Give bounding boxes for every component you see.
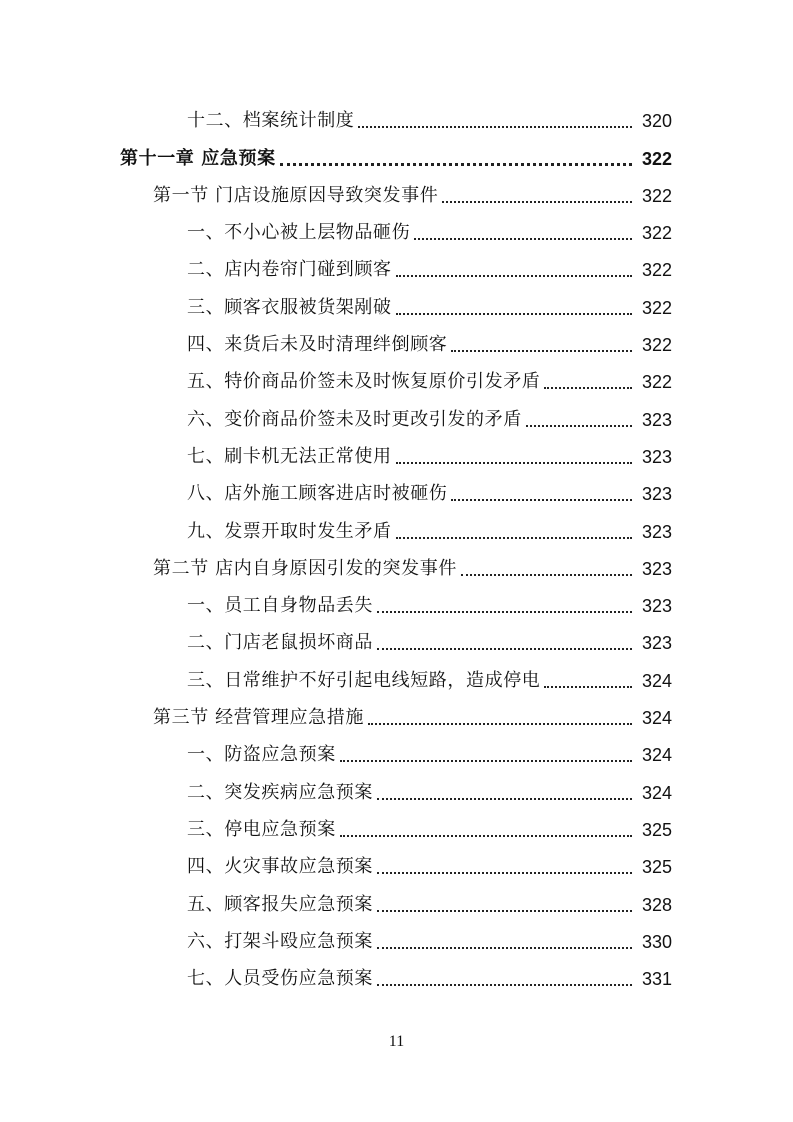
toc-leader-dots xyxy=(526,424,632,427)
toc-entry-title: 六、变价商品价签未及时更改引发的矛盾 xyxy=(187,408,522,430)
toc-entry-page: 325 xyxy=(641,819,672,840)
toc-entry[interactable] xyxy=(0,325,793,362)
toc-leader-dots xyxy=(377,983,632,986)
toc-entry[interactable] xyxy=(0,884,793,921)
toc-entry[interactable] xyxy=(0,660,793,697)
toc-entry-page: 324 xyxy=(641,745,672,766)
toc-entry-page: 322 xyxy=(641,297,672,318)
toc-entry-page: 324 xyxy=(641,708,672,729)
toc-entry-page: 324 xyxy=(641,670,672,691)
toc-leader-dots xyxy=(396,312,632,315)
toc-leader-dots xyxy=(396,274,632,277)
toc-entry[interactable] xyxy=(0,586,793,623)
toc-leader-dots xyxy=(368,722,632,725)
toc-entry-title: 六、打架斗殴应急预案 xyxy=(187,930,373,952)
toc-entry[interactable] xyxy=(0,287,793,324)
toc-entry-page: 323 xyxy=(641,596,672,617)
toc-entry-page: 323 xyxy=(641,633,672,654)
toc-leader-dots xyxy=(396,461,632,464)
toc-entry[interactable] xyxy=(0,250,793,287)
toc-entry[interactable] xyxy=(0,959,793,996)
toc-entry-page: 323 xyxy=(641,446,672,467)
toc-entry-page: 323 xyxy=(641,484,672,505)
toc-section-entry[interactable] xyxy=(0,698,793,735)
toc-entry-page: 322 xyxy=(641,148,672,169)
toc-leader-dots xyxy=(377,871,632,874)
toc-leader-dots xyxy=(377,797,632,800)
toc-leader-dots xyxy=(340,759,632,762)
toc-entry[interactable] xyxy=(0,735,793,772)
toc-entry-title: 五、特价商品价签未及时恢复原价引发矛盾 xyxy=(187,371,541,393)
toc-entry-title: 四、来货后未及时清理绊倒顾客 xyxy=(187,334,448,356)
toc-leader-dots xyxy=(461,573,632,576)
toc-entry-title: 五、顾客报失应急预案 xyxy=(187,893,373,915)
table-of-contents xyxy=(0,101,793,996)
toc-entry-page: 323 xyxy=(641,558,672,579)
toc-leader-dots xyxy=(442,200,632,203)
toc-leader-dots xyxy=(377,610,632,613)
toc-entry-page: 320 xyxy=(641,111,672,132)
toc-entry-page: 323 xyxy=(641,409,672,430)
toc-leader-dots xyxy=(377,647,632,650)
toc-entry-page: 322 xyxy=(641,223,672,244)
toc-entry-title: 八、店外施工顾客进店时被砸伤 xyxy=(187,483,448,505)
toc-entry-title: 三、停电应急预案 xyxy=(187,818,336,840)
toc-entry-page: 322 xyxy=(641,185,672,206)
toc-entry-title: 九、发票开取时发生矛盾 xyxy=(187,520,392,542)
toc-entry-title: 三、日常维护不好引起电线短路，造成停电 xyxy=(187,669,541,691)
toc-leader-dots xyxy=(544,386,632,389)
toc-entry[interactable] xyxy=(0,362,793,399)
toc-entry-title: 第三节 经营管理应急措施 xyxy=(153,707,364,729)
toc-entry-title: 第十一章 应急预案 xyxy=(120,147,276,169)
toc-entry-title: 七、人员受伤应急预案 xyxy=(187,968,373,990)
toc-entry[interactable] xyxy=(0,810,793,847)
toc-entry-page: 330 xyxy=(641,931,672,952)
toc-entry-page: 324 xyxy=(641,782,672,803)
toc-entry[interactable] xyxy=(0,437,793,474)
toc-leader-dots xyxy=(340,834,632,837)
toc-leader-dots xyxy=(451,349,632,352)
toc-entry[interactable] xyxy=(0,101,793,138)
toc-leader-dots xyxy=(377,909,632,912)
toc-entry-page: 322 xyxy=(641,335,672,356)
page-number: 11 xyxy=(388,1033,405,1050)
toc-leader-dots xyxy=(544,685,632,688)
toc-entry[interactable] xyxy=(0,474,793,511)
toc-entry-page: 322 xyxy=(641,260,672,281)
toc-leader-dots xyxy=(414,237,632,240)
toc-entry-title: 一、不小心被上层物品砸伤 xyxy=(187,222,411,244)
toc-entry-title: 二、突发疾病应急预案 xyxy=(187,781,373,803)
toc-leader-dots xyxy=(451,498,632,501)
toc-leader-dots xyxy=(377,946,632,949)
toc-section-entry[interactable] xyxy=(0,176,793,213)
toc-entry-page: 322 xyxy=(641,372,672,393)
toc-entry-title: 二、店内卷帘门碰到顾客 xyxy=(187,259,392,281)
toc-entry-title: 三、顾客衣服被货架剐破 xyxy=(187,296,392,318)
toc-chapter-entry[interactable] xyxy=(0,138,793,175)
toc-section-entry[interactable] xyxy=(0,549,793,586)
toc-entry[interactable] xyxy=(0,847,793,884)
toc-entry-title: 一、员工自身物品丢失 xyxy=(187,595,373,617)
toc-leader-dots xyxy=(396,536,632,539)
toc-entry-page: 328 xyxy=(641,894,672,915)
toc-entry-title: 四、火灾事故应急预案 xyxy=(187,856,373,878)
toc-entry-title: 十二、档案统计制度 xyxy=(187,110,355,132)
toc-entry[interactable] xyxy=(0,623,793,660)
toc-entry-title: 一、防盗应急预案 xyxy=(187,744,336,766)
toc-entry[interactable] xyxy=(0,213,793,250)
toc-entry-title: 七、刷卡机无法正常使用 xyxy=(187,445,392,467)
toc-entry-title: 二、门店老鼠损坏商品 xyxy=(187,632,373,654)
toc-entry[interactable] xyxy=(0,399,793,436)
toc-entry-page: 323 xyxy=(641,521,672,542)
toc-entry-page: 331 xyxy=(641,969,672,990)
toc-entry[interactable] xyxy=(0,922,793,959)
toc-leader-dots xyxy=(358,125,632,128)
toc-entry[interactable] xyxy=(0,772,793,809)
toc-entry-title: 第一节 门店设施原因导致突发事件 xyxy=(153,184,439,206)
toc-entry-title: 第二节 店内自身原因引发的突发事件 xyxy=(153,557,457,579)
toc-entry-page: 325 xyxy=(641,857,672,878)
toc-entry[interactable] xyxy=(0,511,793,548)
toc-leader-dots xyxy=(280,162,632,166)
